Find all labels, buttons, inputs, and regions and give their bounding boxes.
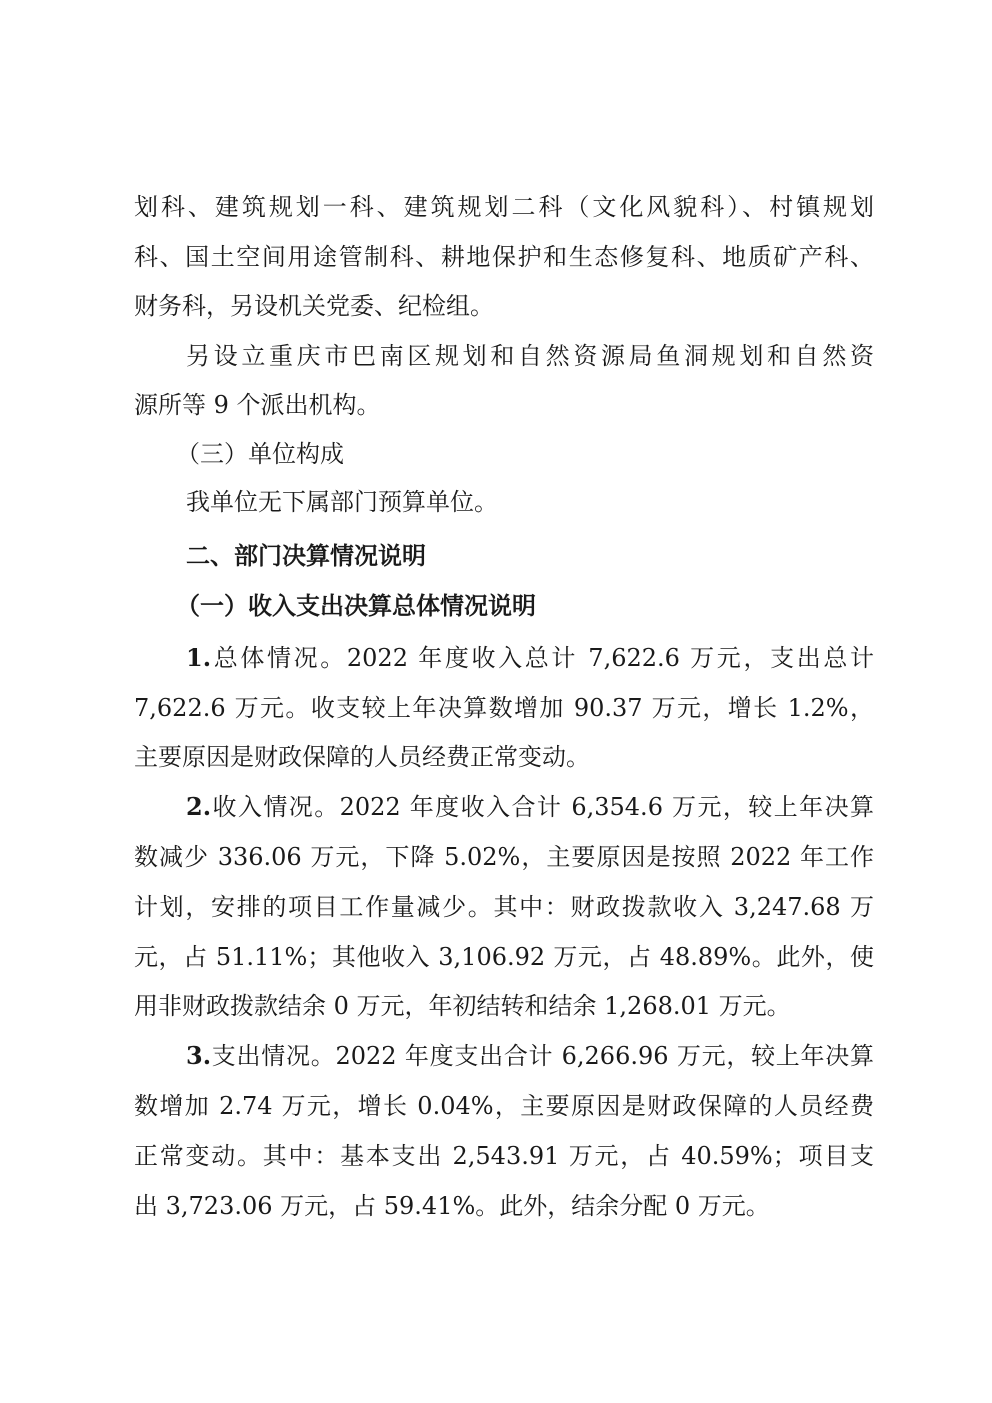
item-number: 3. [186, 1041, 212, 1070]
item-text: 收入情况。2022 年度收入合计 6,354.6 万元，较上年决算 [211, 793, 874, 821]
item-3-line: 数增加 2.74 万元，增长 0.04%，主要原因是财政保障的人员经费 [134, 1092, 874, 1120]
paragraph-line: 源所等 9 个派出机构。 [134, 391, 381, 419]
item-1-line: 主要原因是财政保障的人员经费正常变动。 [134, 743, 590, 771]
paragraph-line: 另设立重庆市巴南区规划和自然资源局鱼洞规划和自然资 [186, 342, 874, 370]
section-heading-units: （三）单位构成 [176, 440, 344, 468]
item-2-line: 元，占 51.11%；其他收入 3,106.92 万元，占 48.89%。此外，使 [134, 943, 874, 971]
item-2-line: 计划，安排的项目工作量减少。其中：财政拨款收入 3,247.68 万 [134, 893, 874, 921]
item-3-line: 出 3,723.06 万元，占 59.41%。此外，结余分配 0 万元。 [134, 1192, 770, 1220]
item-2-line: 数减少 336.06 万元，下降 5.02%，主要原因是按照 2022 年工作 [134, 843, 874, 871]
paragraph-line: 划科、建筑规划一科、建筑规划二科（文化风貌科）、村镇规划 [134, 193, 874, 221]
item-1-line: 7,622.6 万元。收支较上年决算数增加 90.37 万元，增长 1.2%， [134, 694, 874, 722]
item-2-line: 用非财政拨款结余 0 万元，年初结转和结余 1,268.01 万元。 [134, 992, 791, 1020]
item-text: 支出情况。2022 年度支出合计 6,266.96 万元，较上年决算 [211, 1042, 874, 1070]
subsection-heading: （一）收入支出决算总体情况说明 [176, 591, 536, 620]
item-text: 总体情况。2022 年度收入总计 7,622.6 万元，支出总计 [211, 644, 874, 672]
item-number: 1. [186, 643, 212, 672]
item-number: 2. [186, 792, 212, 821]
item-3-line: 正常变动。其中：基本支出 2,543.91 万元，占 40.59%；项目支 [134, 1142, 874, 1170]
item-3-line [186, 1036, 874, 1076]
paragraph-line: 科、国土空间用途管制科、耕地保护和生态修复科、地质矿产科、 [134, 243, 874, 271]
chapter-heading: 二、部门决算情况说明 [186, 542, 426, 570]
item-2-line [186, 787, 874, 827]
paragraph-line: 我单位无下属部门预算单位。 [186, 488, 498, 516]
paragraph-line: 财务科，另设机关党委、纪检组。 [134, 292, 494, 320]
item-1-line [186, 638, 874, 678]
